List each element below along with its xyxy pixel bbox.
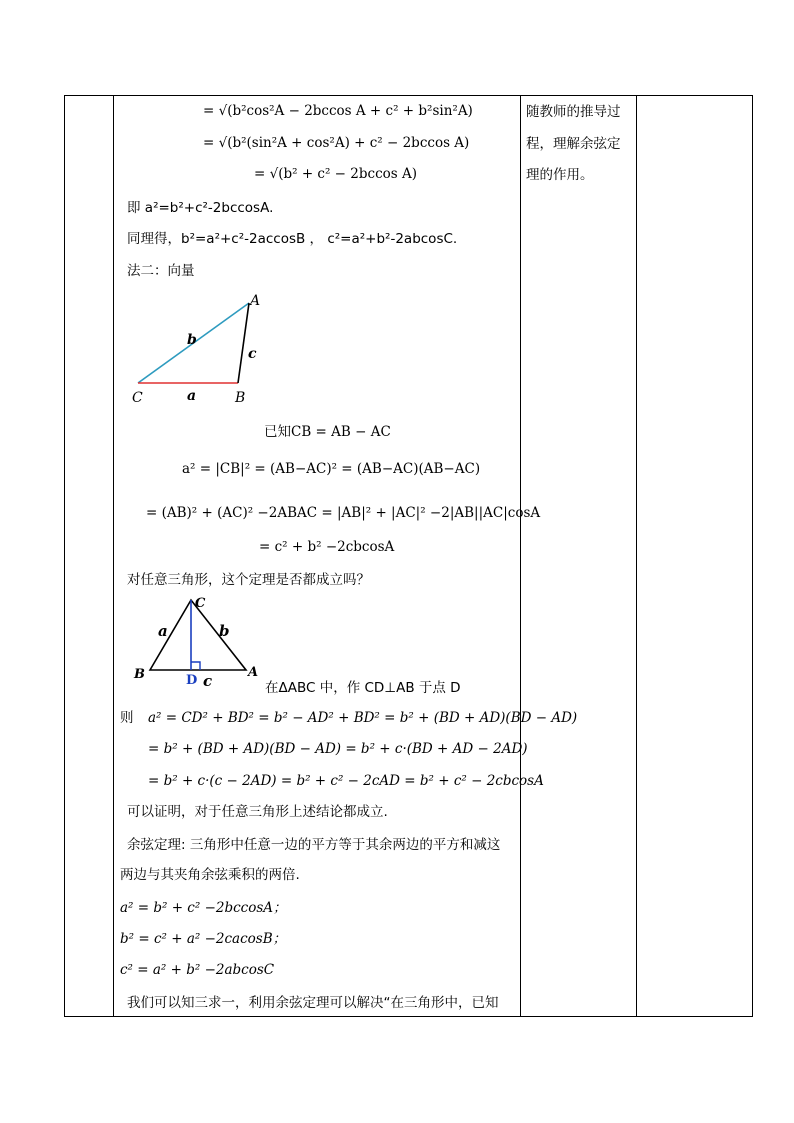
formula-c: c² = a² + b² −2abcosC: [120, 962, 275, 978]
vertex-c-label: C: [195, 596, 206, 611]
application-text: 我们可以知三求一，利用余弦定理可以解决“在三角形中，已知: [127, 995, 499, 1011]
vertex-b-label: B: [235, 390, 246, 406]
formula-b: b² = c² + a² −2cacosB；: [120, 931, 287, 947]
vector-triangle-figure: [128, 290, 268, 408]
right-angle-mark: [191, 662, 200, 670]
foot-d-label: D: [186, 673, 198, 688]
vertex-b-label: B: [134, 667, 145, 682]
geometry-derivation-line: a² = CD² + BD² = b² − AD² + BD² = b² + (BD + AD)(BD − AD): [148, 710, 578, 726]
vertex-a-label: A: [250, 293, 261, 309]
formula-a: a² = b² + c² −2bccosA；: [120, 900, 287, 916]
side-c-line: [238, 303, 249, 383]
result-line: 即 a²=b²+c²-2bccosA.: [127, 200, 274, 216]
geometry-derivation-line: = b² + c·(c − 2AD) = b² + c² − 2cAD = b² + c² − 2cbcosA: [148, 773, 544, 789]
derivation-line: = √(b²(sin²A + cos²A) + c² − 2bccos A): [203, 135, 470, 151]
side-a-label: a: [158, 622, 168, 640]
vector-derivation-line: a² = |CB|² = (AB−AC)² = (AB−AC)(AB−AC): [182, 461, 481, 477]
student-activity-text: 程，理解余弦定: [526, 136, 621, 152]
vector-derivation-line: = c² + b² −2cbcosA: [259, 539, 395, 555]
vector-given: 已知CB = AB − AC: [264, 424, 391, 440]
conclusion-text: 可以证明，对于任意三角形上述结论都成立.: [127, 804, 388, 820]
derivation-line: = √(b² + c² − 2bccos A): [254, 166, 418, 182]
question-text: 对任意三角形，这个定理是否都成立吗？: [127, 572, 370, 588]
side-b-label: b: [219, 622, 230, 640]
geometry-derivation-line: = b² + (BD + AD)(BD − AD) = b² + c·(BD + AD − 2AD): [148, 741, 528, 757]
theorem-statement: 余弦定理: 三角形中任意一边的平方等于其余两边的平方和减这: [127, 837, 501, 853]
side-a-label: a: [187, 388, 197, 404]
similar-results: 同理得，b²=a²+c²-2accosB ， c²=a²+b²-2abcosC.: [127, 231, 458, 247]
vector-derivation-line: = (AB)² + (AC)² −2ABAC = |AB|² + |AC|² −2|AB||AC|cosA: [146, 505, 541, 521]
method-two-heading: 法二：向量: [127, 263, 195, 279]
theorem-statement: 两边与其夹角余弦乘积的两倍.: [120, 867, 300, 883]
student-activity-text: 理的作用。: [526, 167, 594, 183]
altitude-triangle-figure: [128, 592, 264, 690]
construction-text: 在ΔABC 中，作 CD⊥AB 于点 D: [265, 680, 461, 696]
then-label: 则: [120, 710, 134, 726]
column-divider: [520, 96, 521, 1016]
vertex-c-label: C: [132, 390, 143, 406]
side-b-label: b: [187, 332, 197, 348]
side-c-label: c: [248, 346, 257, 362]
side-c-label: c: [203, 672, 213, 690]
vertex-a-label: A: [248, 665, 259, 680]
column-divider: [113, 96, 114, 1016]
student-activity-text: 随教师的推导过: [526, 104, 621, 120]
derivation-line: = √(b²cos²A − 2bccos A + c² + b²sin²A): [203, 103, 473, 119]
column-divider: [636, 96, 637, 1016]
